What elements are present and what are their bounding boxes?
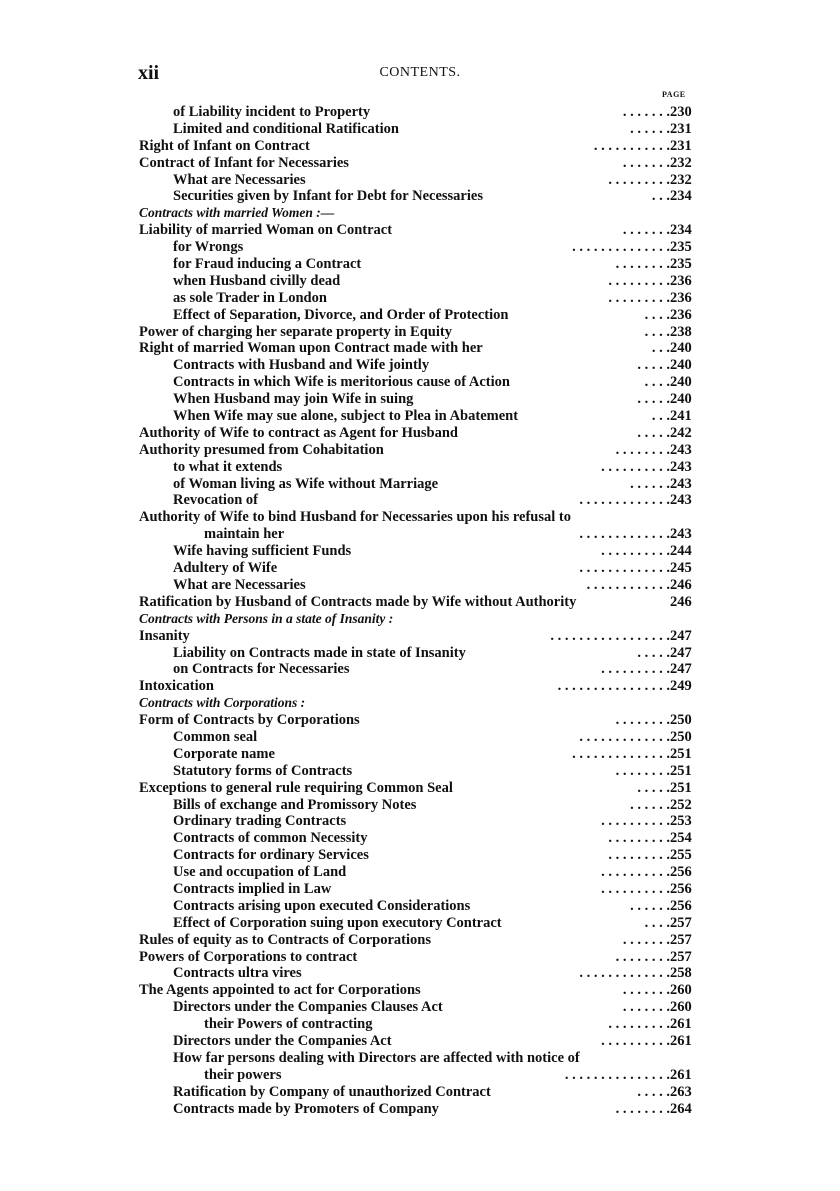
entry-title: How far persons dealing with Directors are affected with notice of xyxy=(173,1049,580,1066)
page-number: 251 xyxy=(670,762,692,779)
toc-entry xyxy=(0,307,840,324)
page-number: 243 xyxy=(670,492,692,509)
page-number: 250 xyxy=(670,712,692,729)
toc-entry xyxy=(0,121,840,138)
table-of-contents xyxy=(0,104,840,1117)
toc-entry xyxy=(0,442,840,459)
entry-title: Contracts with Husband and Wife jointly xyxy=(173,357,430,374)
toc-entry xyxy=(0,949,840,966)
page-number: 243 xyxy=(670,475,692,492)
entry-title: Contracts with Persons in a state of Insanity : xyxy=(139,610,394,626)
entry-title: Liability on Contracts made in state of Insanity xyxy=(173,644,466,661)
entry-title: their powers xyxy=(204,1066,282,1083)
toc-entry xyxy=(0,712,840,729)
toc-entry xyxy=(0,459,840,476)
dot-leader: . . . . . . . . . . . . . xyxy=(579,728,670,745)
page-number: 245 xyxy=(670,560,692,577)
dot-leader: . . . . . . . . . . xyxy=(601,458,670,475)
dot-leader: . . . . . xyxy=(637,779,670,796)
entry-title: Authority presumed from Cohabitation xyxy=(139,441,384,458)
dot-leader: . . . . . . . . . . . . xyxy=(586,576,670,593)
toc-entry xyxy=(0,476,840,493)
dot-leader: . . . . . . . xyxy=(622,999,670,1016)
toc-entry xyxy=(0,526,840,543)
entry-title: to what it extends xyxy=(173,458,283,475)
page-number: 252 xyxy=(670,796,692,813)
toc-entry xyxy=(0,357,840,374)
page-number: 250 xyxy=(670,728,692,745)
dot-leader: . . . . . . . xyxy=(622,982,670,999)
toc-entry xyxy=(0,645,840,662)
entry-title: Right of Infant on Contract xyxy=(139,137,310,154)
page-number: 256 xyxy=(670,880,692,897)
toc-entry xyxy=(0,256,840,273)
entry-title: Contracts made by Promoters of Company xyxy=(173,1100,439,1117)
page-number: 247 xyxy=(670,627,692,644)
toc-entry xyxy=(0,594,840,611)
dot-leader: . . . . . . . . . . . . . . xyxy=(572,745,670,762)
page-number: 261 xyxy=(670,1032,692,1049)
page-number: 243 xyxy=(670,458,692,475)
page-number: 232 xyxy=(670,154,692,171)
entry-title: Statutory forms of Contracts xyxy=(173,762,353,779)
dot-leader: . . . . . . . . . . . . . . xyxy=(572,239,670,256)
entry-title: Contracts with Corporations : xyxy=(139,695,306,711)
entry-title: Effect of Separation, Divorce, and Order of Protection xyxy=(173,306,509,323)
dot-leader: . . . . . . . . xyxy=(615,441,670,458)
toc-entry xyxy=(0,239,840,256)
toc-entry xyxy=(0,509,840,526)
page-number: 246 xyxy=(670,576,692,593)
dot-leader: . . . . . xyxy=(637,1083,670,1100)
dot-leader: . . . . . . . . . xyxy=(608,830,670,847)
toc-entry xyxy=(0,1016,840,1033)
section-heading xyxy=(0,205,840,222)
page-number: 247 xyxy=(670,644,692,661)
page-number: 242 xyxy=(670,424,692,441)
entry-title: Right of married Woman upon Contract made with her xyxy=(139,340,483,357)
dot-leader: . . . . . . . xyxy=(622,104,670,120)
page-column-label: PAGE xyxy=(662,90,686,99)
entry-title: Contracts implied in Law xyxy=(173,880,332,897)
entry-title: of Woman living as Wife without Marriage xyxy=(173,475,439,492)
dot-leader: . . . . . . . . . . xyxy=(601,813,670,830)
entry-title: when Husband civilly dead xyxy=(173,272,341,289)
dot-leader: . . . . . . . . . . . . . xyxy=(579,492,670,509)
dot-leader: . . . . xyxy=(644,306,670,323)
dot-leader: . . . . . . . . . . . . . . . . . xyxy=(550,627,670,644)
entry-title: on Contracts for Necessaries xyxy=(173,661,350,678)
entry-title: Contracts arising upon executed Considerations xyxy=(173,897,471,914)
toc-entry xyxy=(0,155,840,172)
entry-title: Power of charging her separate property in Equity xyxy=(139,323,452,340)
page-number: 240 xyxy=(670,391,692,408)
page-number: 247 xyxy=(670,661,692,678)
page-number: 258 xyxy=(670,965,692,982)
entry-title: Rules of equity as to Contracts of Corporations xyxy=(139,931,431,948)
page-number: 257 xyxy=(670,914,692,931)
dot-leader: . . . . . xyxy=(637,391,670,408)
toc-entry xyxy=(0,999,840,1016)
toc-entry xyxy=(0,492,840,509)
dot-leader: . . . . . xyxy=(637,357,670,374)
toc-entry xyxy=(0,830,840,847)
entry-title: Ratification by Company of unauthorized Contract xyxy=(173,1083,491,1100)
entry-title: Ordinary trading Contracts xyxy=(173,813,347,830)
page-folio: xii xyxy=(138,62,160,84)
page-number: 244 xyxy=(670,543,692,560)
page-number: 243 xyxy=(670,441,692,458)
page-number: 254 xyxy=(670,830,692,847)
section-heading xyxy=(0,611,840,628)
dot-leader: . . . . . . xyxy=(630,475,670,492)
toc-entry xyxy=(0,1084,840,1101)
toc-entry xyxy=(0,780,840,797)
toc-entry xyxy=(0,797,840,814)
dot-leader: . . . . xyxy=(644,374,670,391)
dot-leader: . . . . . . . xyxy=(622,154,670,171)
toc-entry xyxy=(0,813,840,830)
toc-entry xyxy=(0,391,840,408)
entry-title: for Wrongs xyxy=(173,239,244,256)
dot-leader: . . . . . . . xyxy=(622,931,670,948)
dot-leader: . . . . . xyxy=(637,424,670,441)
page-number: 260 xyxy=(670,999,692,1016)
entry-title: their Powers of contracting xyxy=(204,1016,373,1033)
dot-leader: . . . . . . xyxy=(630,796,670,813)
toc-entry xyxy=(0,661,840,678)
toc-entry xyxy=(0,138,840,155)
entry-title: maintain her xyxy=(204,526,285,543)
dot-leader: . . . . . . . . xyxy=(615,712,670,729)
toc-entry xyxy=(0,324,840,341)
toc-entry xyxy=(0,1033,840,1050)
entry-title: Contracts in which Wife is meritorious cause of Action xyxy=(173,374,510,391)
toc-entry xyxy=(0,729,840,746)
toc-entry xyxy=(0,881,840,898)
entry-title: The Agents appointed to act for Corporations xyxy=(139,982,421,999)
running-title: CONTENTS. xyxy=(379,65,461,80)
entry-title: Intoxication xyxy=(139,678,214,695)
entry-title: Directors under the Companies Clauses Act xyxy=(173,999,443,1016)
toc-entry xyxy=(0,864,840,881)
toc-entry xyxy=(0,898,840,915)
dot-leader: . . . . . . . . xyxy=(615,256,670,273)
toc-entry xyxy=(0,374,840,391)
toc-entry xyxy=(0,965,840,982)
entry-title: for Fraud inducing a Contract xyxy=(173,256,362,273)
entry-title: Contracts with married Women :— xyxy=(139,205,335,221)
dot-leader: . . . . . . . . . . . . . xyxy=(579,526,670,543)
entry-title: Insanity xyxy=(139,627,190,644)
page-number: 231 xyxy=(670,120,692,137)
dot-leader: . . . . . . . . . xyxy=(608,272,670,289)
page-number: 240 xyxy=(670,374,692,391)
entry-title: Corporate name xyxy=(173,745,275,762)
toc-entry xyxy=(0,678,840,695)
page-number: 234 xyxy=(670,188,692,205)
entry-title: Authority of Wife to contract as Agent for Husband xyxy=(139,424,458,441)
dot-leader: . . . . . . . . . . xyxy=(601,880,670,897)
page-number: 235 xyxy=(670,256,692,273)
dot-leader: . . . . . . . . . xyxy=(608,847,670,864)
entry-title: Effect of Corporation suing upon executory Contract xyxy=(173,914,502,931)
entry-title: Wife having sufficient Funds xyxy=(173,543,352,560)
toc-entry xyxy=(0,628,840,645)
dot-leader: . . . . . . . . . . . . . . . xyxy=(564,1066,670,1083)
entry-title: Liability of married Woman on Contract xyxy=(139,222,393,239)
page-number: 260 xyxy=(670,982,692,999)
page-number: 261 xyxy=(670,1066,692,1083)
entry-title: What are Necessaries xyxy=(173,576,306,593)
entry-title: Contracts ultra vires xyxy=(173,965,302,982)
entry-title: Limited and conditional Ratification xyxy=(173,120,399,137)
page-number: 264 xyxy=(670,1100,692,1117)
entry-title: Use and occupation of Land xyxy=(173,864,347,881)
page-number: 236 xyxy=(670,272,692,289)
entry-title: When Husband may join Wife in suing xyxy=(173,391,414,408)
toc-entry xyxy=(0,408,840,425)
dot-leader: . . . . . . . . . . xyxy=(601,661,670,678)
toc-entry xyxy=(0,915,840,932)
toc-entry xyxy=(0,188,840,205)
page-number: 236 xyxy=(670,289,692,306)
page-number: 257 xyxy=(670,931,692,948)
page-number: 236 xyxy=(670,306,692,323)
entry-title: Revocation of xyxy=(173,492,258,509)
page-number: 263 xyxy=(670,1083,692,1100)
dot-leader: . . . . . . . . . . . . . xyxy=(579,965,670,982)
toc-entry xyxy=(0,560,840,577)
toc-entry xyxy=(0,1050,840,1067)
page-number: 251 xyxy=(670,745,692,762)
page-number: 230 xyxy=(670,104,692,120)
page-number: 246 xyxy=(670,593,692,610)
toc-entry xyxy=(0,847,840,864)
page-number: 256 xyxy=(670,864,692,881)
page-number: 234 xyxy=(670,222,692,239)
page-number: 253 xyxy=(670,813,692,830)
page-number: 255 xyxy=(670,847,692,864)
dot-leader: . . . . . . . . . xyxy=(608,171,670,188)
dot-leader: . . . . xyxy=(644,323,670,340)
page-number: 243 xyxy=(670,526,692,543)
dot-leader: . . . . . . . . . xyxy=(608,1016,670,1033)
toc-entry xyxy=(0,290,840,307)
entry-title: Securities given by Infant for Debt for Necessaries xyxy=(173,188,483,205)
toc-entry xyxy=(0,273,840,290)
page-number: 231 xyxy=(670,137,692,154)
page-number: 240 xyxy=(670,340,692,357)
page-number: 249 xyxy=(670,678,692,695)
toc-entry xyxy=(0,340,840,357)
entry-title: What are Necessaries xyxy=(173,171,306,188)
entry-title: of Liability incident to Property xyxy=(173,104,371,120)
entry-title: Ratification by Husband of Contracts made by Wife without Authority xyxy=(139,593,577,610)
dot-leader: . . . . . . . . . . . . . . . . xyxy=(557,678,670,695)
toc-entry xyxy=(0,104,840,121)
dot-leader: . . . xyxy=(651,340,670,357)
dot-leader: . . . . . xyxy=(637,644,670,661)
dot-leader: . . . . . . . . . xyxy=(608,289,670,306)
page-number: 257 xyxy=(670,948,692,965)
entry-title: Contract of Infant for Necessaries xyxy=(139,154,349,171)
entry-title: Contracts for ordinary Services xyxy=(173,847,369,864)
entry-title: Exceptions to general rule requiring Common Seal xyxy=(139,779,453,796)
entry-title: Form of Contracts by Corporations xyxy=(139,712,360,729)
entry-title: Adultery of Wife xyxy=(173,560,278,577)
toc-entry xyxy=(0,982,840,999)
dot-leader: . . . xyxy=(651,408,670,425)
entry-title: Bills of exchange and Promissory Notes xyxy=(173,796,417,813)
toc-entry xyxy=(0,746,840,763)
dot-leader: . . . . . . . xyxy=(622,222,670,239)
entry-title: When Wife may sue alone, subject to Plea in Abatement xyxy=(173,408,519,425)
entry-title: Directors under the Companies Act xyxy=(173,1032,392,1049)
page-number: 261 xyxy=(670,1016,692,1033)
section-heading xyxy=(0,695,840,712)
toc-entry xyxy=(0,172,840,189)
page-number: 232 xyxy=(670,171,692,188)
toc-entry xyxy=(0,932,840,949)
toc-entry xyxy=(0,577,840,594)
dot-leader: . . . . . . . . . . . xyxy=(593,137,670,154)
dot-leader: . . . xyxy=(651,188,670,205)
dot-leader: . . . . xyxy=(644,914,670,931)
dot-leader: . . . . . . . . xyxy=(615,762,670,779)
entry-title: Powers of Corporations to contract xyxy=(139,948,358,965)
page-header xyxy=(0,62,840,84)
dot-leader: . . . . . . . . . . xyxy=(601,543,670,560)
entry-title: Contracts of common Necessity xyxy=(173,830,368,847)
dot-leader: . . . . . . xyxy=(630,120,670,137)
entry-title: Authority of Wife to bind Husband for Necessaries upon his refusal to xyxy=(139,509,571,526)
entry-title: Common seal xyxy=(173,728,258,745)
toc-entry xyxy=(0,543,840,560)
dot-leader: . . . . . . xyxy=(630,897,670,914)
dot-leader: . . . . . . . . . . . . . xyxy=(579,560,670,577)
toc-entry xyxy=(0,222,840,239)
page-number: 256 xyxy=(670,897,692,914)
page-number: 238 xyxy=(670,323,692,340)
dot-leader: . . . . . . . . . . xyxy=(601,864,670,881)
dot-leader: . . . . . . . . xyxy=(615,1100,670,1117)
toc-entry xyxy=(0,1067,840,1084)
dot-leader: . . . . . . . . . . xyxy=(601,1032,670,1049)
toc-entry xyxy=(0,763,840,780)
toc-entry xyxy=(0,1101,840,1118)
page-number: 240 xyxy=(670,357,692,374)
entry-title: as sole Trader in London xyxy=(173,289,327,306)
toc-entry xyxy=(0,425,840,442)
page-number: 235 xyxy=(670,239,692,256)
dot-leader: . . . . . . . . xyxy=(615,948,670,965)
page-number: 241 xyxy=(670,408,692,425)
page-number: 251 xyxy=(670,779,692,796)
